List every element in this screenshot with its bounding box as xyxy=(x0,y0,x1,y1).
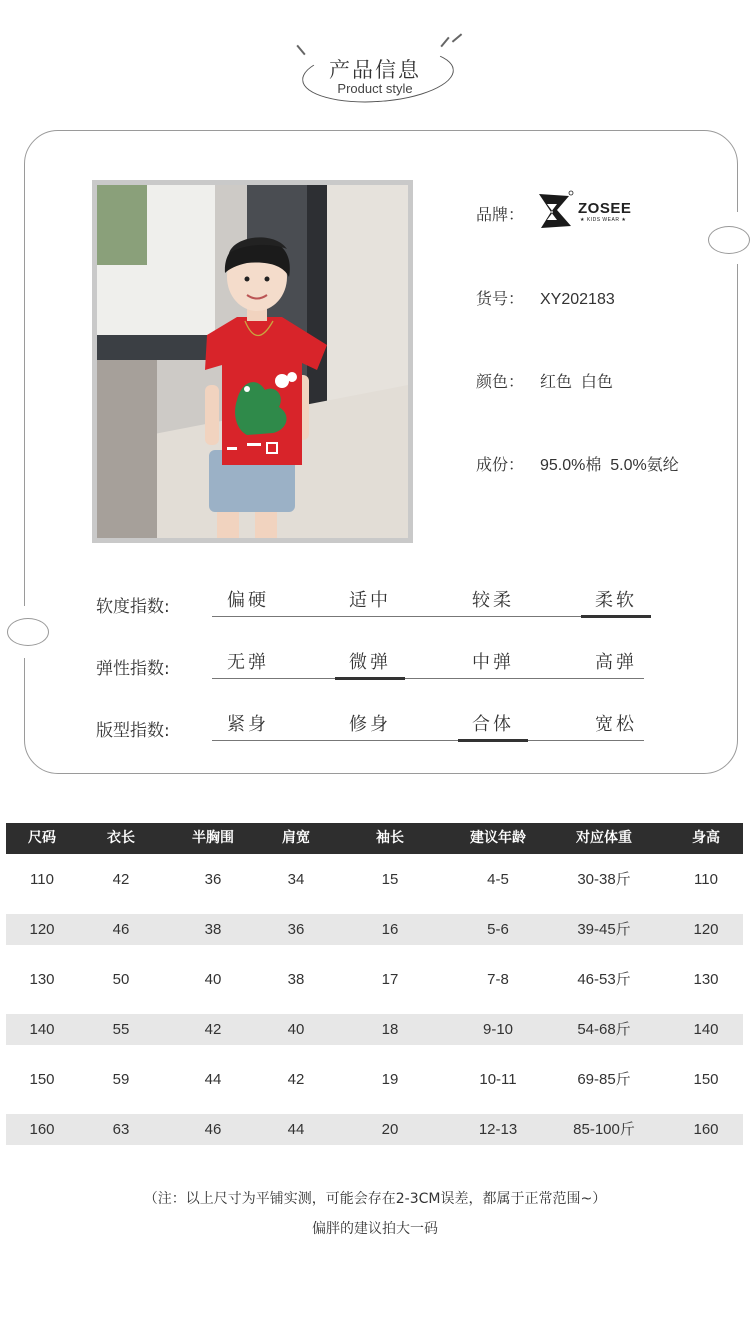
size-table-header xyxy=(6,823,743,854)
index-option: 较柔 xyxy=(472,590,514,611)
product-photo-image xyxy=(97,185,408,538)
index-label: 软度指数: xyxy=(96,597,170,617)
size-table-cell: 140 xyxy=(693,1021,719,1038)
index-label: 弹性指数: xyxy=(96,659,170,679)
size-table-cell: 46 xyxy=(204,1121,222,1138)
color-value: 红色 白色 xyxy=(540,374,613,391)
size-table-cell: 42 xyxy=(112,871,130,888)
index-selected-marker xyxy=(581,615,651,618)
size-table-row xyxy=(6,1014,743,1045)
size-table-cell: 9-10 xyxy=(482,1021,514,1038)
size-table-cell: 69-85斤 xyxy=(577,1071,631,1088)
size-table-row xyxy=(6,964,743,995)
size-table-cell: 85-100斤 xyxy=(573,1121,635,1138)
index-option: 微弹 xyxy=(349,652,391,673)
size-table-cell: 63 xyxy=(112,1121,130,1138)
size-table-row xyxy=(6,914,743,945)
header-tick-decoration xyxy=(452,33,462,42)
header-tick-decoration xyxy=(440,37,449,47)
sku-row xyxy=(476,286,615,309)
color-row xyxy=(476,369,613,392)
size-table-cell: 34 xyxy=(287,871,305,888)
sku-value: XY202183 xyxy=(540,291,615,308)
size-table-header-cell: 尺码 xyxy=(28,830,56,846)
size-table-cell: 20 xyxy=(381,1121,399,1138)
material-value: 95.0%棉 5.0%氨纶 xyxy=(540,457,679,474)
index-option: 无弹 xyxy=(227,652,269,673)
size-table-cell: 17 xyxy=(381,971,399,988)
size-table-cell: 38 xyxy=(287,971,305,988)
size-table-header-cell: 身高 xyxy=(692,830,720,846)
measurement-note: （注：以上尺寸为平铺实测，可能会存在2-3CM误差，都属于正常范围~） xyxy=(143,1191,607,1207)
brand-logo xyxy=(535,190,645,232)
index-scale-line xyxy=(212,740,644,741)
brand-name: ZOSEE xyxy=(578,200,632,217)
size-table-header-cell: 建议年龄 xyxy=(470,830,526,846)
size-table-cell: 110 xyxy=(694,871,718,888)
size-table-cell: 54-68斤 xyxy=(577,1021,631,1038)
index-option: 柔软 xyxy=(595,590,637,611)
material-label: 成份： xyxy=(476,455,525,474)
brand-subtitle: ★ KIDS WEAR ★ xyxy=(580,217,627,223)
size-table-cell: 10-11 xyxy=(479,1071,517,1088)
size-table-cell: 140 xyxy=(29,1021,55,1038)
size-table-cell: 7-8 xyxy=(487,971,509,988)
size-table-cell: 46-53斤 xyxy=(577,971,631,988)
brand-row xyxy=(476,202,540,225)
size-table-header-cell: 对应体重 xyxy=(576,830,632,846)
card-notch-circle-right xyxy=(708,226,750,254)
size-table-cell: 130 xyxy=(29,971,55,988)
size-table-cell: 36 xyxy=(204,871,222,888)
section-header xyxy=(0,30,750,110)
index-option: 修身 xyxy=(349,714,391,735)
size-table-cell: 150 xyxy=(29,1071,55,1088)
size-table-cell: 50 xyxy=(112,971,130,988)
size-table-cell: 160 xyxy=(29,1121,55,1138)
size-table-row xyxy=(6,1064,743,1095)
size-table-cell: 5-6 xyxy=(487,921,509,938)
sku-label: 货号： xyxy=(476,289,525,308)
size-table-row xyxy=(6,864,743,895)
size-table-cell: 120 xyxy=(693,921,719,938)
color-label: 颜色： xyxy=(476,372,525,391)
size-table-header-cell: 衣长 xyxy=(107,830,135,846)
index-option: 合体 xyxy=(472,714,514,735)
brand-label: 品牌： xyxy=(476,205,525,224)
size-table-cell: 44 xyxy=(204,1071,222,1088)
header-subtitle: Product style xyxy=(337,81,413,96)
size-table-cell: 42 xyxy=(204,1021,222,1038)
index-option: 宽松 xyxy=(595,714,637,735)
index-scale-line xyxy=(212,616,644,617)
index-option: 高弹 xyxy=(595,652,637,673)
size-table-cell: 110 xyxy=(30,871,54,888)
index-option: 中弹 xyxy=(472,652,514,673)
size-table-cell: 15 xyxy=(381,871,399,888)
size-table-cell: 19 xyxy=(381,1071,399,1088)
size-advice-note: 偏胖的建议拍大一码 xyxy=(312,1221,438,1237)
index-selected-marker xyxy=(335,677,405,680)
index-scale-line xyxy=(212,678,644,679)
size-table-cell: 44 xyxy=(287,1121,305,1138)
size-table-cell: 40 xyxy=(287,1021,305,1038)
size-table-cell: 46 xyxy=(112,921,130,938)
size-table-cell: 59 xyxy=(112,1071,130,1088)
size-table-cell: 150 xyxy=(693,1071,719,1088)
size-table-cell: 130 xyxy=(693,971,719,988)
material-row xyxy=(476,452,679,475)
size-table-cell: 39-45斤 xyxy=(577,921,631,938)
zosee-logo-icon xyxy=(535,190,575,232)
size-table-header-cell: 半胸围 xyxy=(192,830,234,846)
size-table-cell: 30-38斤 xyxy=(577,871,631,888)
size-table-cell: 40 xyxy=(204,971,222,988)
index-option: 紧身 xyxy=(227,714,269,735)
size-table-header-cell: 肩宽 xyxy=(282,830,310,846)
index-label: 版型指数: xyxy=(96,721,170,741)
size-table-cell: 16 xyxy=(381,921,399,938)
size-table-cell: 42 xyxy=(287,1071,305,1088)
size-table-cell: 38 xyxy=(204,921,222,938)
card-notch-circle-left xyxy=(7,618,49,646)
size-table-row xyxy=(6,1114,743,1145)
size-table-cell: 36 xyxy=(287,921,305,938)
size-table-cell: 4-5 xyxy=(487,871,509,888)
size-table-cell: 120 xyxy=(29,921,55,938)
size-table-cell: 160 xyxy=(693,1121,719,1138)
size-table-cell: 12-13 xyxy=(478,1121,518,1138)
index-selected-marker xyxy=(458,739,528,742)
index-option: 适中 xyxy=(349,590,391,611)
product-photo xyxy=(92,180,413,543)
index-option: 偏硬 xyxy=(227,590,269,611)
size-table-cell: 18 xyxy=(381,1021,399,1038)
size-table-cell: 55 xyxy=(112,1021,130,1038)
header-title: 产品信息 xyxy=(329,58,421,82)
size-table-header-cell: 袖长 xyxy=(376,830,404,846)
